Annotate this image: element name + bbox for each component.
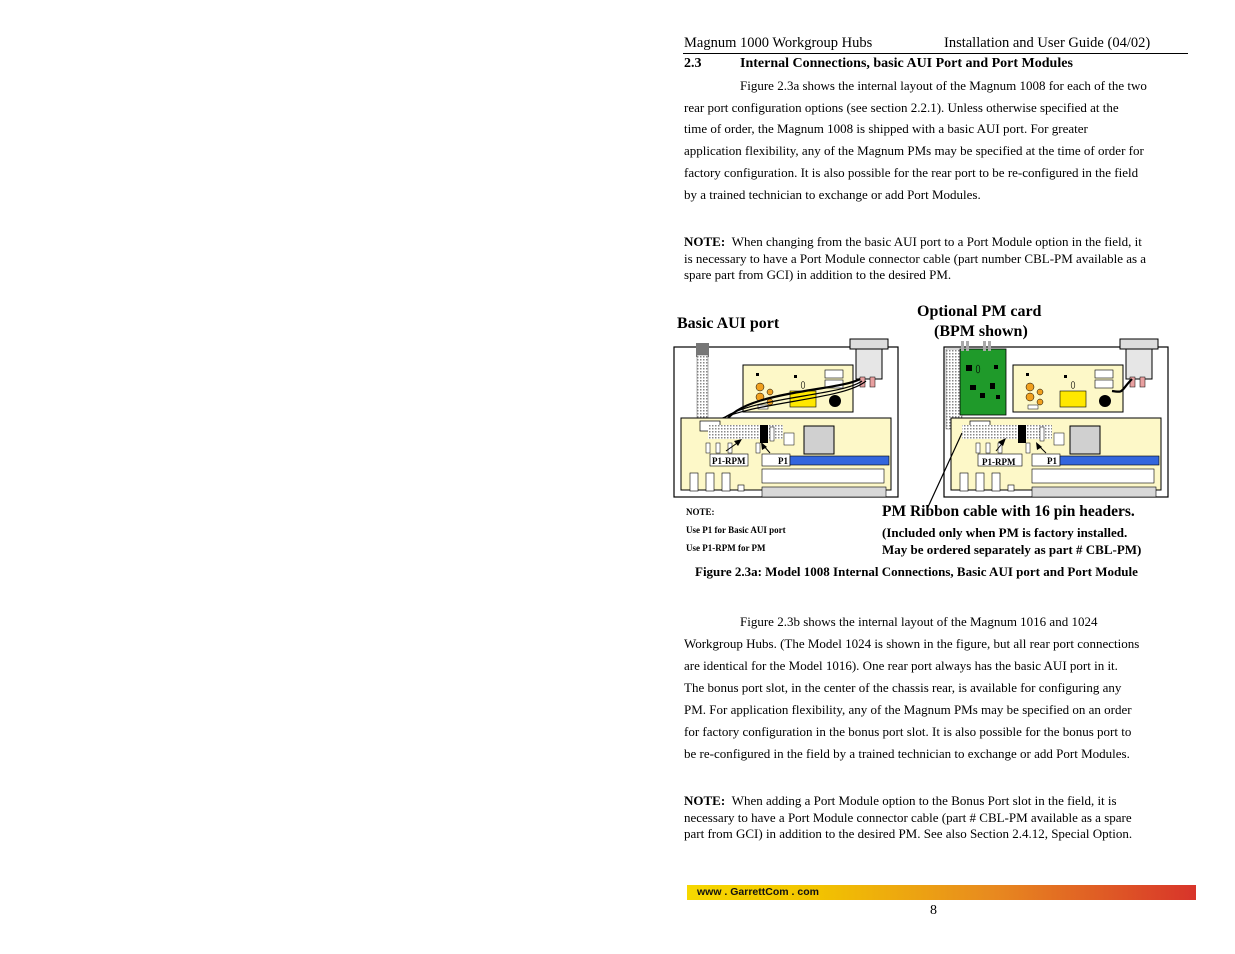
- figure-right-title-2: (BPM shown): [934, 323, 1028, 340]
- right-chassis: [928, 339, 1168, 507]
- figure-note-line: Use P1 for Basic AUI port: [686, 525, 786, 535]
- right-label-p1rpm: P1-RPM: [982, 457, 1016, 467]
- note1-line: is necessary to have a Port Module connector cable (part number CBL-PM available as a: [684, 250, 1147, 266]
- note2-label: NOTE:: [684, 793, 726, 808]
- figure-caption: Figure 2.3a: Model 1008 Internal Connections, Basic AUI port and Port Module: [695, 564, 1138, 579]
- figure-right-title-1: Optional PM card: [917, 303, 1042, 320]
- note2-line: necessary to have a Port Module connector cable (part # CBL-PM available as a spare: [684, 809, 1132, 825]
- para1-line: application flexibility, any of the Magnum PMs may be specified at the time of order for: [684, 143, 1144, 158]
- para2-line: PM. For application flexibility, any of the Magnum PMs may be specified on an order: [684, 702, 1132, 717]
- para1-line: factory configuration. It is also possible for the rear port to be re-configured in the field: [684, 165, 1139, 180]
- left-chassis: [674, 339, 898, 497]
- note2: [684, 793, 1194, 843]
- note2-line: part from GCI) in addition to the desired PM. See also Section 2.4.12, Special Option.: [684, 826, 1133, 841]
- para2-line: be re-configured in the field by a trained technician to exchange or add Port Modules.: [684, 746, 1130, 761]
- note1-line: spare part from GCI) in addition to the desired PM.: [684, 267, 952, 282]
- left-label-p1: P1: [778, 456, 788, 466]
- para2-line: Figure 2.3b shows the internal layout of the Magnum 1016 and 1024: [740, 614, 1098, 629]
- pm-ribbon-sub: (Included only when PM is factory installed.: [882, 525, 1128, 540]
- note2-line: When adding a Port Module option to the Bonus Port slot in the field, it is: [731, 793, 1117, 808]
- note1-label: NOTE:: [684, 234, 726, 249]
- para2-line: The bonus port slot, in the center of the chassis rear, is available for configuring any: [684, 680, 1122, 695]
- figure-note-title: NOTE:: [686, 507, 715, 517]
- note1-line: When changing from the basic AUI port to a Port Module option in the field, it: [731, 234, 1142, 249]
- internal-connections-diagram: [670, 335, 1180, 510]
- header-left: Magnum 1000 Workgroup Hubs: [684, 35, 873, 51]
- footer-url[interactable]: www . GarrettCom . com: [697, 886, 819, 898]
- header-rule: [683, 53, 1188, 54]
- figure-left-title: Basic AUI port: [677, 315, 780, 332]
- para1-line: Figure 2.3a shows the internal layout of the Magnum 1008 for each of the two: [740, 78, 1147, 93]
- para2-line: Workgroup Hubs. (The Model 1024 is shown in the figure, but all rear port connections: [684, 636, 1140, 651]
- para1-line: by a trained technician to exchange or add Port Modules.: [684, 187, 981, 202]
- figure-note-line: Use P1-RPM for PM: [686, 543, 766, 553]
- para2-line: for factory configuration in the bonus port slot. It is also possible for the bonus port to: [684, 724, 1132, 739]
- page-number: 8: [930, 903, 937, 918]
- para1-line: rear port configuration options (see section 2.2.1). Unless otherwise specified at the: [684, 100, 1119, 115]
- section-number: 2.3: [684, 56, 702, 71]
- pm-ribbon-label: PM Ribbon cable with 16 pin headers.: [882, 503, 1135, 520]
- section-title: Internal Connections, basic AUI Port and Port Modules: [740, 56, 1073, 71]
- left-label-p1rpm: P1-RPM: [712, 456, 746, 466]
- header-right: Installation and User Guide (04/02): [944, 35, 1151, 51]
- note1: [684, 234, 1194, 284]
- pm-ribbon-sub: May be ordered separately as part # CBL-PM): [882, 542, 1142, 557]
- right-label-p1: P1: [1047, 456, 1057, 466]
- para2-line: are identical for the Model 1016). One rear port always has the basic AUI port in it.: [684, 658, 1118, 673]
- para1-line: time of order, the Magnum 1008 is shipped with a basic AUI port. For greater: [684, 121, 1088, 136]
